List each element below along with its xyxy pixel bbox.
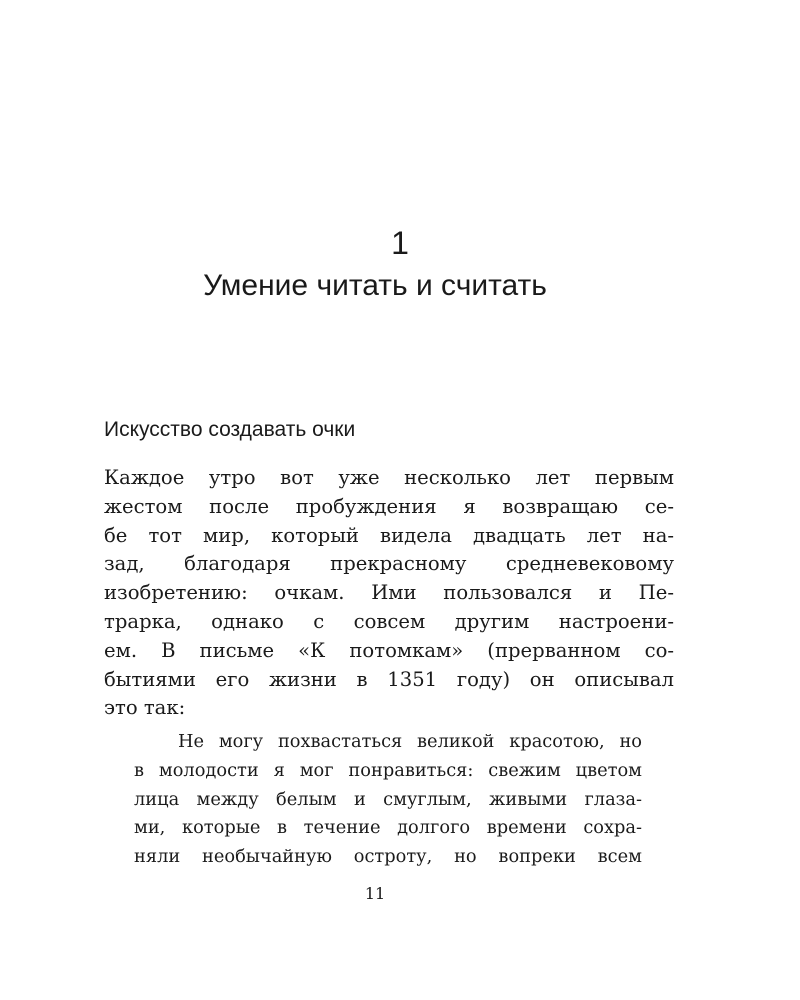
- body-line: Каждое утро вот уже несколько лет первым: [104, 466, 674, 489]
- body-line: трарка, однако с совсем другим настроени-: [104, 609, 674, 633]
- body-line: изобретению: очкам. Ими пользовался и Пе-: [104, 581, 674, 605]
- quote-line: ми, которые в течение долгого времени сохра-: [134, 817, 642, 839]
- quote-line: в молодости я мог понравиться: свежим цветом: [134, 759, 642, 781]
- chapter-number: 1: [391, 225, 409, 261]
- section-heading: Искусство создавать очки: [104, 418, 356, 441]
- page-number: 11: [364, 884, 386, 903]
- body-line: бытиями его жизни в 1351 году) он описывал: [104, 667, 674, 691]
- chapter-title: Умение читать и считать: [203, 269, 547, 302]
- body-line: ем. В письме «К потомкам» (прерванном со-: [104, 638, 674, 662]
- quote-line: няли необычайную остроту, но вопреки всем: [134, 846, 642, 868]
- block-quote: [134, 728, 642, 872]
- quote-line: лица между белым и смуглым, живыми глаза-: [134, 788, 642, 810]
- body-line: это так:: [104, 696, 186, 720]
- body-line: жестом после пробуждения я возвращаю се-: [104, 494, 674, 518]
- body-line: зад, благодаря прекрасному средневековому: [104, 552, 674, 576]
- body-line: бе тот мир, который видела двадцать лет на-: [104, 523, 674, 547]
- body-paragraph: [104, 464, 674, 723]
- quote-line: Не могу похвастаться великой красотою, но: [178, 731, 642, 752]
